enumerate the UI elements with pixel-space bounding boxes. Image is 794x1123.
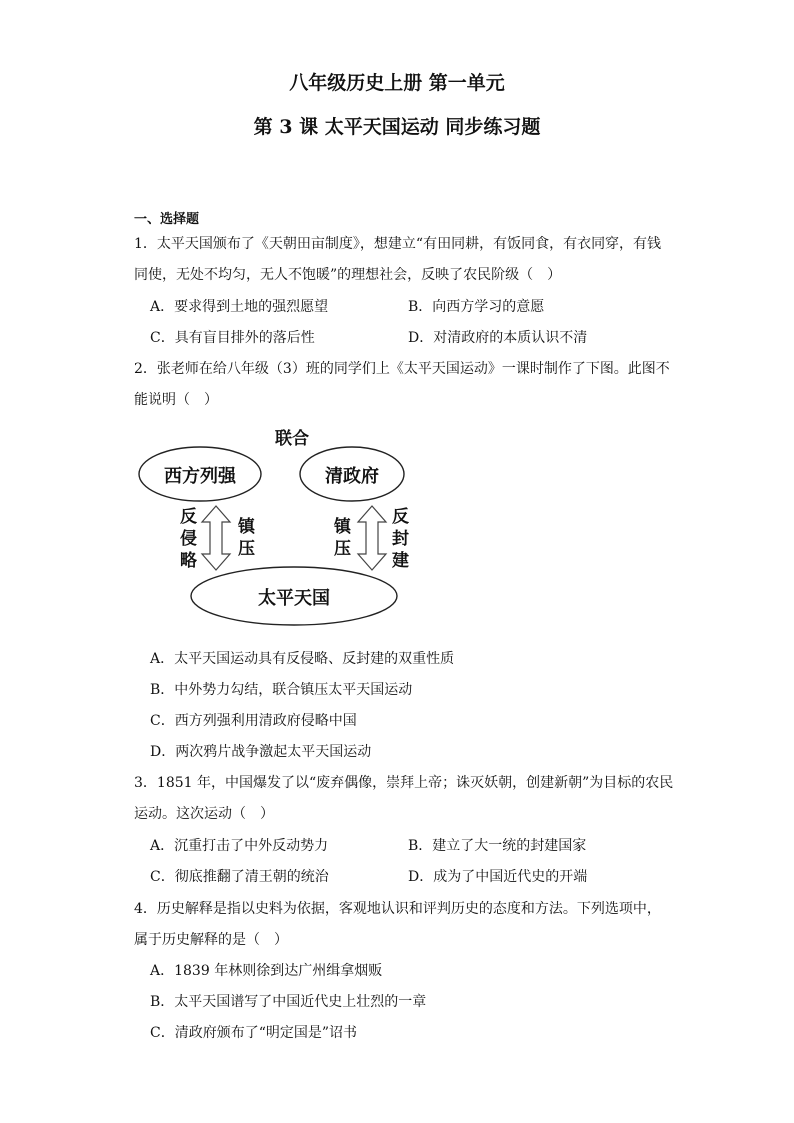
question-1-option-d: D．对清政府的本质认识不清 — [408, 330, 588, 346]
question-1-option-b: B．向西方学习的意愿 — [408, 299, 545, 315]
diagram-left-up-label — [180, 507, 203, 571]
question-2-option-d: D．两次鸦片战争激起太平天国运动 — [150, 744, 372, 760]
question-4-option-c: C．清政府颁布了“明定国是”诏书 — [150, 1025, 358, 1041]
diagram-right-down-char: 压 — [334, 539, 351, 559]
diagram-right-up-label — [392, 507, 415, 571]
diagram-left-down-char: 压 — [238, 539, 255, 559]
relationship-diagram — [134, 422, 409, 632]
diagram-left-up-char: 侵 — [180, 529, 197, 549]
question-1-option-c: C．具有盲目排外的落后性 — [150, 330, 315, 346]
question-2-option-a: A．太平天国运动具有反侵略、反封建的双重性质 — [150, 651, 455, 667]
question-4-option-b: B．太平天国谱写了中国近代史上壮烈的一章 — [150, 994, 427, 1010]
question-2-line-2: 能说明（ ） — [134, 392, 218, 408]
question-4-line-1: 4．历史解释是指以史料为依据，客观地认识和评判历史的态度和方法。下列选项中， — [134, 901, 661, 917]
page-subtitle: 第 3 课 太平天国运动 同步练习题 — [253, 116, 541, 138]
question-1-option-a: A．要求得到土地的强烈愿望 — [150, 299, 329, 315]
question-2-line-1: 2．张老师在给八年级（3）班的同学们上《太平天国运动》一课时制作了下图。此图不 — [134, 361, 670, 377]
question-4-line-2: 属于历史解释的是（ ） — [134, 932, 288, 948]
diagram-right-up-char: 封 — [392, 529, 409, 549]
diagram-bottom-node-label: 太平天国 — [258, 588, 330, 609]
diagram-left-node-label: 西方列强 — [164, 466, 236, 487]
section-heading: 一、选择题 — [134, 212, 200, 227]
diagram-right-up-char: 反 — [392, 507, 409, 527]
question-2-option-b: B．中外势力勾结，联合镇压太平天国运动 — [150, 682, 413, 698]
diagram-right-down-label — [334, 516, 357, 559]
diagram-right-up-char: 建 — [392, 551, 409, 571]
diagram-top-label: 联合 — [275, 429, 309, 449]
question-3-line-2: 运动。这次运动（ ） — [134, 806, 274, 822]
question-3-option-a: A．沉重打击了中外反动势力 — [150, 838, 329, 854]
question-3-option-b: B．建立了大一统的封建国家 — [408, 838, 587, 854]
question-1-line-1: 1．太平天国颁布了《天朝田亩制度》，想建立“有田同耕，有饭同食，有衣同穿，有钱 — [134, 236, 662, 252]
diagram-left-double-arrow — [202, 506, 230, 570]
page-title: 八年级历史上册 第一单元 — [289, 72, 505, 94]
question-2-option-c: C．西方列强利用清政府侵略中国 — [150, 713, 357, 729]
diagram-left-up-char: 反 — [180, 507, 197, 527]
question-4-option-a: A．1839 年林则徐到达广州缉拿烟贩 — [150, 963, 383, 979]
question-1-line-2: 同使，无处不均匀，无人不饱暖”的理想社会，反映了农民阶级（ ） — [134, 267, 562, 283]
diagram-left-down-label — [238, 516, 261, 559]
question-3-line-1: 3．1851 年，中国爆发了以“废弃偶像，崇拜上帝；诛灭妖朝，创建新朝”为目标的农民 — [134, 775, 674, 791]
diagram-right-double-arrow — [358, 506, 386, 570]
diagram-right-node-label: 清政府 — [325, 466, 379, 487]
question-3-option-d: D．成为了中国近代史的开端 — [408, 869, 588, 885]
diagram-right-down-char: 镇 — [334, 517, 351, 537]
question-3-option-c: C．彻底推翻了清王朝的统治 — [150, 869, 329, 885]
diagram-left-up-char: 略 — [180, 551, 197, 571]
diagram-left-down-char: 镇 — [238, 517, 255, 537]
